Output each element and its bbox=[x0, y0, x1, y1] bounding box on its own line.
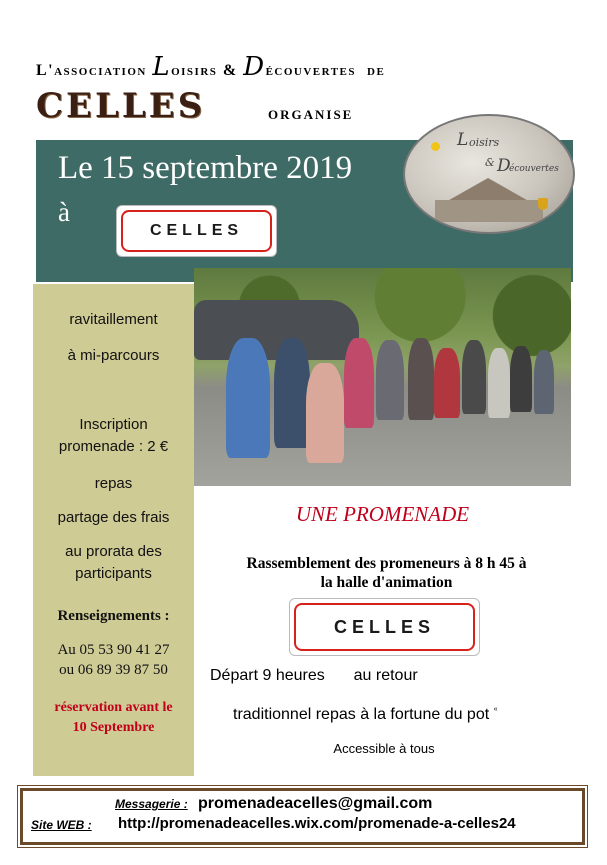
loisirs-rest: oisirs bbox=[171, 62, 218, 79]
panel-repas: repas bbox=[94, 475, 133, 492]
meeting-info bbox=[194, 554, 579, 592]
header-de: de bbox=[367, 62, 386, 79]
meeting-info-line-2: la halle d'animation bbox=[320, 574, 453, 591]
photo-hiker bbox=[306, 363, 344, 463]
email-label: Messagerie : bbox=[115, 797, 188, 811]
panel-participants: participants bbox=[75, 565, 152, 582]
logo-ampersand: & bbox=[485, 156, 495, 169]
logo-word-decouvertes: écouvertes bbox=[509, 164, 559, 174]
logo-letter-l: L bbox=[457, 130, 469, 150]
logo-crest-icon bbox=[538, 198, 548, 210]
panel-inscription-1: Inscription bbox=[79, 416, 148, 433]
location-preposition: à bbox=[58, 197, 70, 227]
organise-label: ORGANISE bbox=[268, 107, 354, 122]
town-title: CELLES bbox=[36, 86, 206, 126]
accessibility-note: Accessible à tous bbox=[333, 741, 435, 756]
header-prefix: L'association bbox=[36, 62, 147, 79]
website-link[interactable]: http://promenadeacelles.wix.com/promenade-a-celles24 bbox=[118, 815, 516, 832]
photo-car bbox=[194, 300, 359, 360]
association-logo bbox=[403, 114, 575, 234]
photo-hiker bbox=[462, 340, 486, 414]
town-sign-bottom bbox=[289, 598, 480, 656]
meal-mark: « bbox=[493, 706, 498, 713]
panel-inscription-2: promenade : 2 € bbox=[58, 438, 169, 455]
panel-reservation-1: réservation avant le bbox=[54, 700, 173, 715]
photo-hiker bbox=[434, 348, 460, 418]
departure-time: Départ 9 heures bbox=[210, 667, 325, 684]
photo-hiker bbox=[488, 348, 510, 418]
panel-renseignements: Renseignements : bbox=[57, 608, 170, 624]
header-association-line bbox=[36, 52, 576, 82]
town-sign-top-text: CELLES bbox=[121, 210, 272, 252]
meal-text: traditionnel repas à la fortune du pot bbox=[233, 706, 490, 723]
logo-word-oisirs: oisirs bbox=[469, 136, 500, 149]
town-sign-bottom-text: CELLES bbox=[294, 603, 475, 651]
logo-letter-d: D bbox=[497, 156, 511, 176]
meal-info bbox=[233, 706, 498, 724]
event-date: Le 15 septembre 2019 bbox=[58, 150, 353, 186]
email-link[interactable]: promenadeacelles@gmail.com bbox=[198, 795, 433, 812]
photo-hiker bbox=[376, 340, 404, 420]
panel-phone-1: Au 05 53 90 41 27 bbox=[57, 642, 170, 658]
logo-sun-icon bbox=[431, 142, 440, 151]
photo-hiker bbox=[534, 350, 554, 414]
header-ampersand: & bbox=[222, 62, 238, 79]
decouvertes-rest: écouvertes bbox=[265, 62, 356, 79]
panel-reservation-2: 10 Septembre bbox=[72, 720, 155, 735]
photo-hiker bbox=[510, 346, 532, 412]
panel-partage: partage des frais bbox=[57, 509, 170, 526]
town-sign-top bbox=[116, 205, 277, 257]
event-title: UNE PROMENADE bbox=[295, 502, 470, 526]
meeting-info-line-1: Rassemblement des promeneurs à 8 h 45 à bbox=[246, 555, 527, 572]
hikers-photo bbox=[194, 268, 571, 486]
panel-prorata: au prorata des bbox=[65, 543, 162, 560]
return-label: au retour bbox=[353, 667, 418, 684]
panel-mi-parcours: à mi-parcours bbox=[67, 347, 160, 364]
photo-hiker bbox=[408, 338, 434, 420]
panel-phone-2: ou 06 89 39 87 50 bbox=[59, 662, 168, 678]
loisirs-initial: L bbox=[152, 52, 172, 82]
photo-hiker bbox=[274, 338, 310, 448]
website-label: Site WEB : bbox=[31, 818, 92, 832]
photo-hiker bbox=[226, 338, 270, 458]
logo-hall-shape bbox=[435, 200, 543, 222]
photo-hiker bbox=[344, 338, 374, 428]
decouvertes-initial: D bbox=[243, 52, 266, 82]
panel-ravitaillement: ravitaillement bbox=[69, 311, 158, 328]
departure-info bbox=[210, 667, 418, 685]
